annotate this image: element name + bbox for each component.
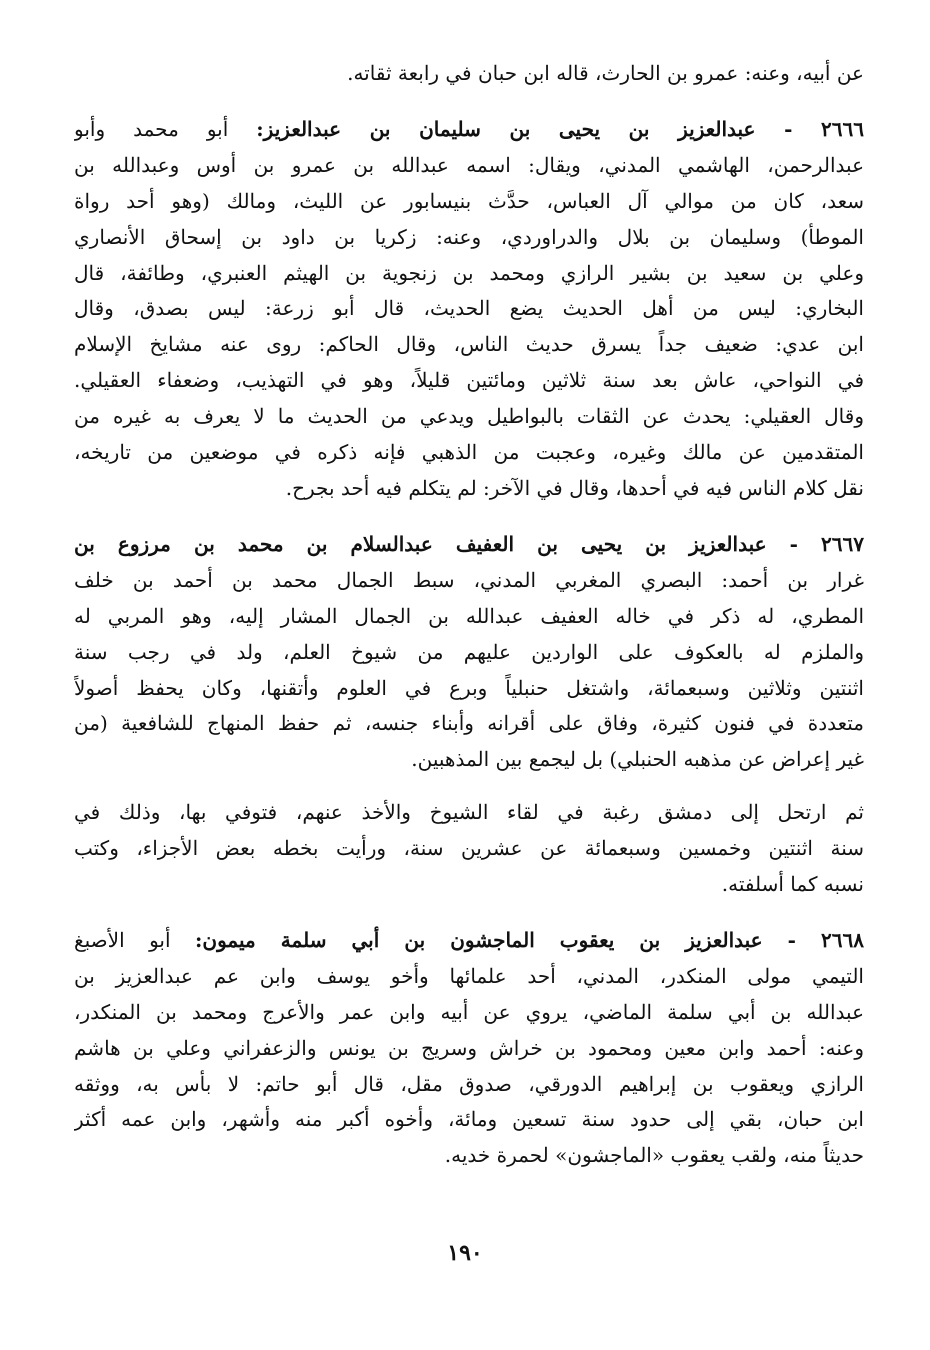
text-fragment: أبو الأصبغ <box>74 927 171 952</box>
entry-heading-line <box>74 923 864 959</box>
entry-heading: ٢٦٦٧ - عبدالعزيز بن يحيى بن العفيف عبدالسلام بن محمد بن مرزوع بن <box>74 531 864 556</box>
text-line: اثنتين وثلاثين وسبعمائة، واشتغل حنبلياً وبرع في العلوم وأتقنها، وكان يحفظ أصولاً <box>74 675 864 700</box>
text-line: التيمي مولى المنكدر، المدني، أحد علمائها وأخو يوسف وابن عم عبدالعزيز بن <box>74 963 864 988</box>
text-line: وقال العقيلي: يحدث عن الثقات بالبواطيل ويدعي من الحديث ما لا يعرف به غيره من <box>74 404 864 429</box>
text-line: وعنه: أحمد وابن معين ومحمود بن خراش وسريج بن يونس والزعفراني وعلي بن هاشم <box>74 1035 864 1060</box>
text-line: غرار بن أحمد: البصري المغربي المدني، سبط الجمال محمد بن أحمد بن خلف <box>74 567 864 592</box>
text-line: المتقدمين عن مالك وغيره، وعجبت من الذهبي فإنه ذكره في موضعين من تاريخه، <box>74 440 864 465</box>
entry-2668 <box>74 923 864 1174</box>
text-line: سعد، كان من موالي آل العباس، حدَّث بنيسابور عن الليث، ومالك (وهو أحد رواة <box>74 188 864 213</box>
text-line: ثم ارتحل إلى دمشق رغبة في لقاء الشيوخ والأخذ عنهم، فتوفي بها، وذلك في <box>74 800 864 825</box>
text-line: متعددة في فنون كثيرة، وفاق على أقرانه وأبناء جنسه، ثم حفظ المنهاج للشافعية (من <box>74 711 864 736</box>
entry-2666 <box>74 112 864 507</box>
text-line: وعلي بن سعيد بن بشير الرازي ومحمد بن زنجوية بن الهيثم العنبري، وطائفة، قال <box>74 260 864 285</box>
text-line: حديثاً منه، ولقب يعقوب «الماجشون» لحمرة خديه. <box>444 1143 864 1168</box>
text-line: عن أبيه، وعنه: عمرو بن الحارث، قاله ابن حبان في رابعة ثقاته. <box>347 61 864 85</box>
text-line: المطري، له ذكر في خاله العفيف عبدالله بن الجمال المشار إليه، وهو المربي له <box>74 603 864 628</box>
text-line: ابن حبان، بقي إلى حدود سنة تسعين ومائة، وأخوه أكبر منه وأشهر، وابن عمه أكثر <box>74 1107 864 1132</box>
text-line: ابن عدي: ضعيف جداً يسرق حديث الناس، وقال الحاكم: روى عنه مشايخ الإسلام <box>74 332 864 357</box>
page-number: ١٩٠ <box>447 1240 483 1266</box>
entry-2667 <box>74 527 864 903</box>
text-line: الرازي ويعقوب بن إبراهيم الدورقي، صدوق مقل، قال أبو حاتم: لا بأس به، ووثقه <box>74 1071 864 1096</box>
text-line: عبدالله بن أبي سلمة الماضي، يروي عن أبيه وابن عمر والأعرج ومحمد بن المنكدر، <box>74 999 864 1024</box>
text-line: في النواحي، عاش بعد سنة ثلاثين ومائتين قليلاً، وهو في التهذيب، وضعفاء العقيلي. <box>74 368 864 393</box>
entry-heading: ٢٦٦٨ - عبدالعزيز بن يعقوب الماجشون بن أبي سلمة ميمون: <box>195 927 864 952</box>
text-line: والملزم له بالعكوف على الواردين عليهم من شيوخ العلم، ولد في رجب سنة <box>74 639 864 664</box>
spacer <box>74 507 864 527</box>
text-line: غير إعراض عن مذهبه الحنبلي) بل ليجمع بين المذهبين. <box>411 747 864 772</box>
intro-paragraph <box>74 56 864 92</box>
entry-heading: ٢٦٦٦ - عبدالعزيز بن يحيى بن سليمان بن عبدالعزيز: <box>256 116 864 141</box>
page-body <box>74 56 864 1174</box>
text-line: نسبه كما أسلفته. <box>721 872 864 897</box>
text-line: الموطأ) وسليمان بن بلال والدراوردي، وعنه: زكريا بن داود بن إسحاق الأنصاري <box>74 224 864 249</box>
text-line: نقل كلام الناس فيه في أحدها، وقال في الآخر: لم يتكلم فيه أحد بجرح. <box>285 475 864 500</box>
spacer <box>74 903 864 923</box>
text-fragment: أبو محمد وأبو <box>74 116 229 141</box>
spacer <box>74 92 864 112</box>
spacer <box>74 778 864 795</box>
text-line: البخاري: ليس من أهل الحديث يضع الحديث، قال أبو زرعة: ليس بصدق، وقال <box>74 296 864 321</box>
entry-heading-line <box>74 112 864 148</box>
text-line: سنة اثنتين وخمسين وسبعمائة عن عشرين سنة، ورأيت بخطه بعض الأجزاء، وكتب <box>74 836 864 861</box>
text-line: عبدالرحمن، الهاشمي المدني، ويقال: اسمه عبدالله بن عمرو بن أوس وعبدالله بن <box>74 152 864 177</box>
